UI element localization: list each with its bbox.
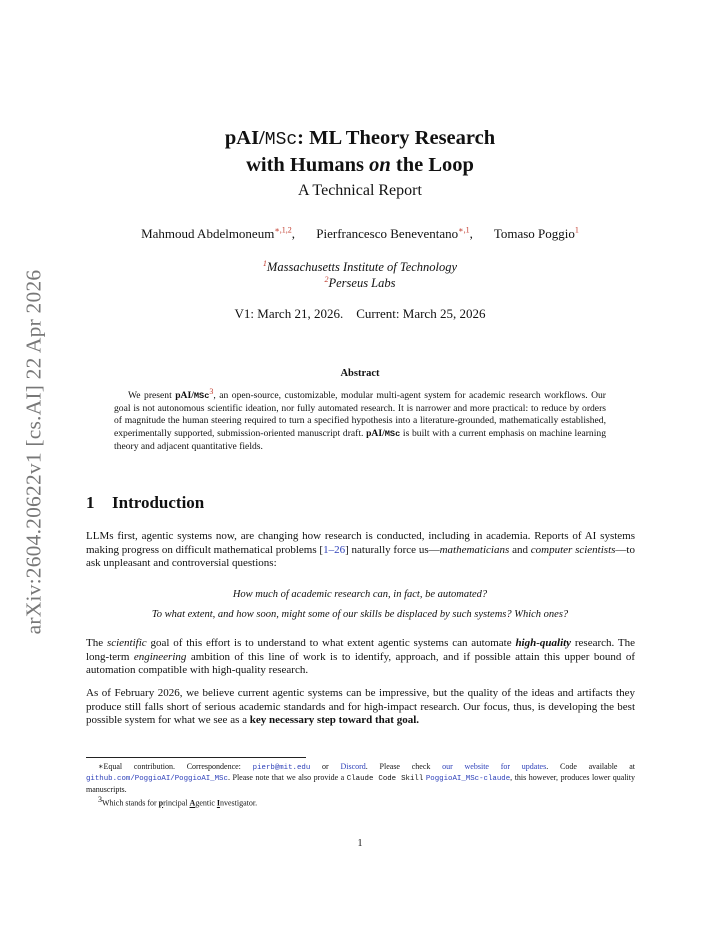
title-line2-b: the Loop [390,154,474,176]
footnote-ref[interactable]: 3 [209,387,214,396]
abstract-body: We present pAI/MSc$^3$, an open-source, customizable, modular multi-agent system for academic research workflows. Our goal is not autonomous scientific ideation, nor fully automated research. It is narrower and more practical: to reduce by orders of magnitude the human steering required to turn a specified hypothesis into a literature-grounded, mathematically established, experimentally supported, submission-oriented manuscript draft. pAI/MSc is built with a current emphasis on machine learning theory and adjacent quantitative fields. [114,387,607,452]
arxiv-stamp: arXiv:2604.20622v1 [cs.AI] 22 Apr 2026 [21,269,46,635]
paper-subtitle: A Technical Report [298,182,422,199]
version-dates: V1: March 21, 2026. Current: March 25, 2026 [234,306,486,321]
skill-repo-link[interactable]: PoggioAI_MSc-claude [425,775,511,784]
email-link[interactable]: pierb@mit.edu [252,764,311,772]
question-quote: How much of academic research can, in fact, be automated? [232,589,488,600]
discord-link[interactable]: Discord [340,762,366,771]
title-rest: : ML Theory Research [297,127,496,149]
abstract-heading: Abstract [340,368,380,379]
title-line2-a: with Humans [246,154,370,176]
intro-paragraph: The scientific goal of this effort is to understand to what extent agentic systems can automate high-quality research. The long-term engineering ambition of this line of work is to identify, approach, and if possible attain this upper bound of automation compatible with high-quality research. [86,637,636,677]
footnote: ∗Equal contribution. Correspondence: pierb@mit.edu or Discord. Please check our website for updates. Code available at github.com/PoggioAI/PoggioAI_MSc. Please note that we also provide a Claude Code Skill PoggioAI_MSc-claude, this however, produces lower quality manuscripts. [86,762,636,794]
title-line2-em: on [369,154,391,176]
affiliation: $^1$Massachusetts Institute of Technology [262,259,458,275]
paper-title [0,126,720,178]
author: Tomaso Poggio$^1$ [493,226,579,242]
author-marks[interactable]: 1 [574,226,579,235]
author-marks[interactable]: ∗,1 [458,226,470,235]
author-marks[interactable]: ∗,1,2 [274,226,292,235]
intro-paragraph: As of February 2026, we believe current agentic systems can be impressive, but the quality of the ideas and artifacts they produce still falls short of serious academic standards and for high-impact research. Our focus, thus, is developing the best possible system for what we see as a key necessary step toward that goal. [86,687,635,727]
affiliation: $^2$Perseus Labs [324,275,396,291]
citation-link[interactable]: 1–26 [323,543,346,556]
author-list [0,226,720,242]
title-name: pAI/ [224,127,265,149]
title-mono: MSc [264,130,298,150]
author: Mahmoud Abdelmoneum$^{∗,1,2}$, [141,226,296,242]
author: Pierfrancesco Beneventano$^{∗,1}$, [316,226,473,242]
section-heading: 1 Introduction [86,493,205,512]
intro-paragraph: LLMs first, agentic systems now, are changing how research is conducted, including in academia. Reports of AI systems making progress on difficult mathematical problems [1–26] naturally force us—mathematicians and computer scientists—to ask unpleasant and controversial questions: [86,530,635,570]
repo-link[interactable]: github.com/PoggioAI/PoggioAI_MSc [86,775,228,784]
footnote-rule [86,757,306,758]
page-number: 1 [357,838,363,849]
website-link[interactable]: our website for updates [442,762,547,771]
footnote: $^3$Which stands for principal Agentic Investigator. [98,795,258,808]
question-quote: To what extent, and how soon, might some of our skills be displaced by such systems? Which ones? [151,609,569,620]
